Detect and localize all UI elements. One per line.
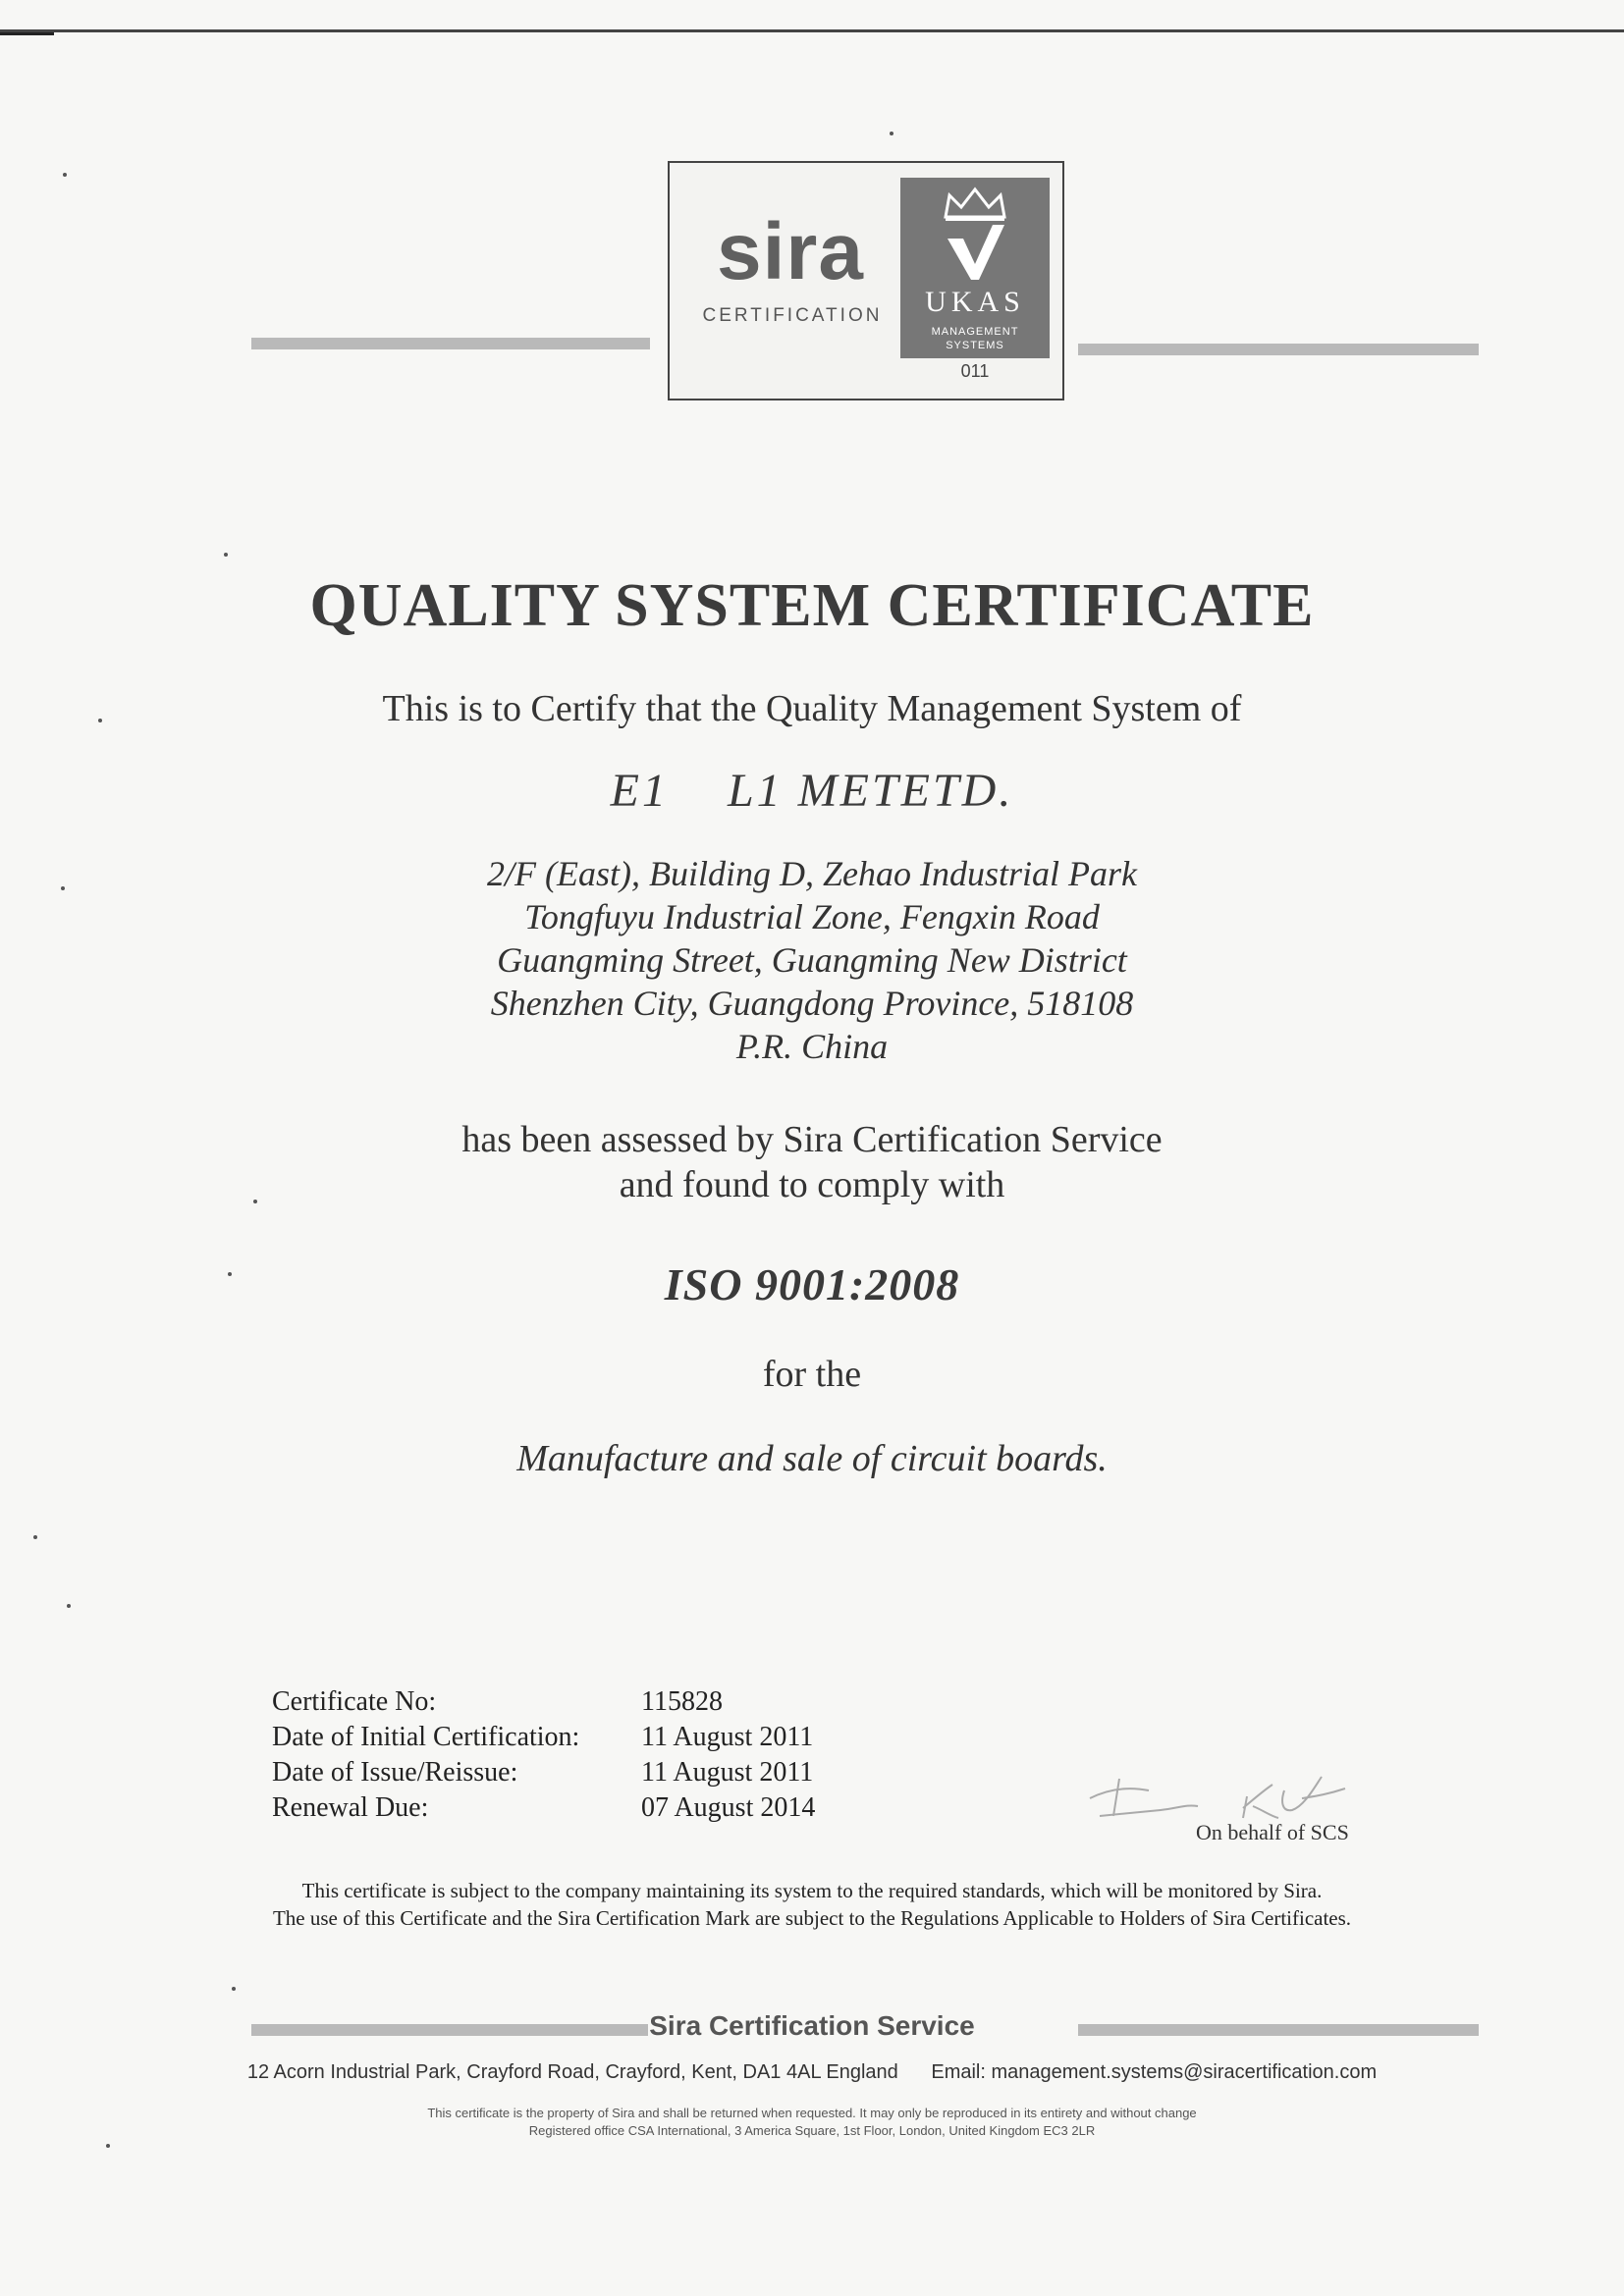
top-border-line [0,29,1624,32]
ukas-label: UKAS [925,286,1025,318]
sira-logo-subtitle: CERTIFICATION [702,305,883,326]
footer-service-name: Sira Certification Service [649,2010,975,2041]
scan-speck [33,1535,37,1539]
address-line: Shenzhen City, Guangdong Province, 518108 [490,984,1134,1023]
ukas-mark [900,178,1050,384]
certify-intro: This is to Certify that the Quality Management System of [382,688,1242,729]
issue-date: 11 August 2011 [641,1757,814,1788]
detail-row-issue-date: Date of Issue/Reissue: 11 August 2011 [272,1755,815,1790]
scan-speck [890,132,893,135]
footer-legal-note: This certificate is the property of Sira and shall be returned when requested. It may only be reproduced in its entirety and without change Registered office CSA International, 3 America Square, 1st Floor, London, United Kingdom EC3 2LR [427,2106,1197,2138]
certificate-title: QUALITY SYSTEM CERTIFICATE [309,572,1315,639]
address-line: P.R. China [735,1027,889,1066]
ukas-accreditation-number: 011 [900,358,1050,384]
detail-row-certificate-no: Certificate No: 115828 [272,1684,815,1720]
footer-address: 12 Acorn Industrial Park, Crayford Road, Crayford, Kent, DA1 4AL England [246,2061,898,2083]
iso-standard: ISO 9001:2008 [664,1259,960,1309]
company-address [0,852,1624,1068]
detail-row-renewal-date: Renewal Due: 07 August 2014 [272,1790,815,1826]
certificate-conditions: This certificate is subject to the company maintaining its system to the required standards, which will be monitored by Sira. The use of this Certificate and the Sira Certification Mark are subject to the Regulations Applicable to Holders of Sira Certificates. [272,1879,1352,1930]
signature-caption: On behalf of SCS [1196,1820,1349,1844]
detail-row-initial-date: Date of Initial Certification: 11 August 2011 [272,1720,815,1755]
signature-image [1070,1739,1394,1828]
certificate-details [272,1684,815,1826]
scan-speck [224,553,228,557]
certification-scope: Manufacture and sale of circuit boards. [516,1438,1108,1479]
address-line: Guangming Street, Guangming New District [497,940,1127,980]
address-line: 2/F (East), Building D, Zehao Industrial Park [487,854,1137,893]
top-border-mark [0,32,54,35]
sira-logo-wordmark: sira [717,207,864,296]
scan-speck [232,1987,236,1991]
initial-certification-date: 11 August 2011 [641,1722,814,1752]
footer-email: Email: management.systems@siracertification.com [931,2061,1378,2083]
logo-band-left [251,338,650,349]
renewal-date: 07 August 2014 [641,1792,816,1823]
scan-speck [106,2144,110,2148]
footer-contact [0,2061,1624,2084]
tick-icon [944,221,1006,282]
assessment-statement: has been assessed by Sira Certification Service and found to comply with [461,1119,1163,1205]
company-name: E1 L1 METETD. [610,765,1014,817]
address-line: Tongfuyu Industrial Zone, Fengxin Road [524,897,1100,936]
scan-speck [67,1604,71,1608]
scan-speck [63,173,67,177]
certification-logo [668,161,1064,400]
certificate-number: 115828 [641,1686,723,1717]
logo-band-right [1078,344,1479,355]
ukas-subtitle: MANAGEMENT SYSTEMS [931,326,1019,351]
for-the-text: for the [762,1354,862,1395]
crown-icon [940,184,1010,223]
